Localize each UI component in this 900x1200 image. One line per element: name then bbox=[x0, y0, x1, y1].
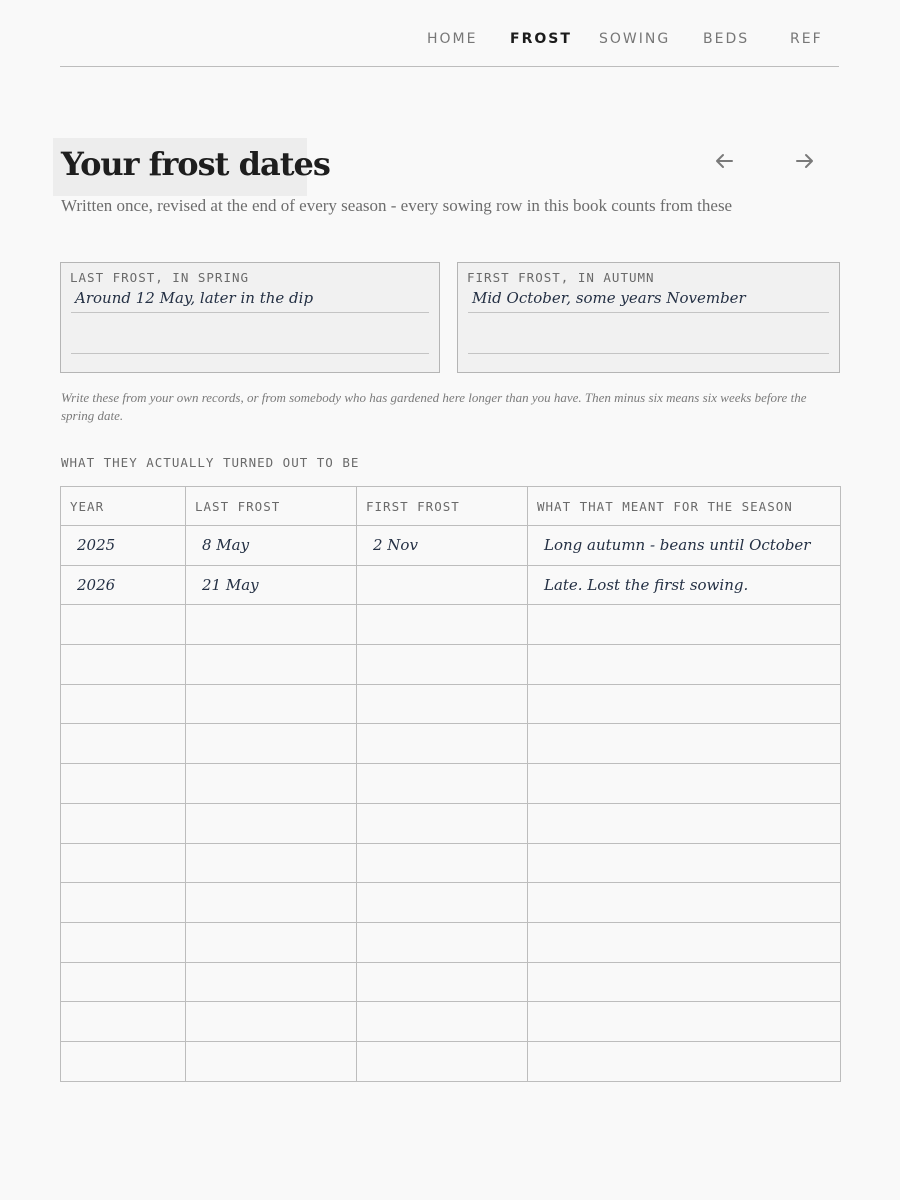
next-page-button[interactable] bbox=[790, 146, 820, 176]
table-row bbox=[61, 645, 841, 685]
column-header-year: YEAR bbox=[61, 487, 186, 526]
first-frost-card bbox=[457, 262, 840, 373]
year-cell[interactable] bbox=[61, 843, 186, 883]
first-frost-cell[interactable] bbox=[357, 922, 528, 962]
first-frost-cell[interactable] bbox=[357, 605, 528, 645]
season-notes-cell[interactable] bbox=[528, 1002, 841, 1042]
year-cell[interactable]: 2026 bbox=[61, 565, 186, 605]
guidance-note: Write these from your own records, or from somebody who has gardened here longer than you have. Then minus six means six weeks before the spring date. bbox=[61, 390, 807, 423]
writing-line bbox=[71, 353, 429, 354]
season-notes-cell[interactable] bbox=[528, 724, 841, 764]
year-cell[interactable] bbox=[61, 645, 186, 685]
last-frost-cell[interactable] bbox=[186, 803, 357, 843]
nav-home[interactable]: HOME bbox=[427, 31, 478, 47]
last-frost-cell[interactable] bbox=[186, 1002, 357, 1042]
season-notes-cell[interactable] bbox=[528, 645, 841, 685]
table-row bbox=[61, 605, 841, 645]
year-cell[interactable] bbox=[61, 724, 186, 764]
prev-page-button[interactable] bbox=[709, 146, 739, 176]
year-cell[interactable] bbox=[61, 883, 186, 923]
nav-ref[interactable]: REF bbox=[790, 31, 823, 47]
last-frost-cell[interactable] bbox=[186, 724, 357, 764]
year-cell[interactable] bbox=[61, 1002, 186, 1042]
season-notes-cell[interactable]: Late. Lost the first sowing. bbox=[528, 565, 841, 605]
season-notes-cell[interactable] bbox=[528, 1041, 841, 1081]
first-frost-cell[interactable] bbox=[357, 962, 528, 1002]
last-frost-label: LAST FROST, IN SPRING bbox=[70, 270, 250, 285]
table-row bbox=[61, 526, 841, 566]
nav-frost[interactable]: FROST bbox=[510, 31, 572, 47]
season-notes-cell[interactable]: Long autumn - beans until October bbox=[528, 526, 841, 566]
season-notes-cell[interactable] bbox=[528, 883, 841, 923]
last-frost-cell[interactable] bbox=[186, 843, 357, 883]
season-notes-cell[interactable] bbox=[528, 803, 841, 843]
last-frost-cell[interactable] bbox=[186, 684, 357, 724]
year-cell[interactable] bbox=[61, 922, 186, 962]
table-row bbox=[61, 724, 841, 764]
nav-beds[interactable]: BEDS bbox=[703, 31, 750, 47]
last-frost-cell[interactable] bbox=[186, 1041, 357, 1081]
year-cell[interactable]: 2025 bbox=[61, 526, 186, 566]
column-header-season-notes: WHAT THAT MEANT FOR THE SEASON bbox=[528, 487, 841, 526]
page-title: Your frost dates bbox=[61, 145, 330, 183]
year-cell[interactable] bbox=[61, 605, 186, 645]
season-notes-cell[interactable] bbox=[528, 605, 841, 645]
last-frost-cell[interactable] bbox=[186, 764, 357, 804]
year-cell[interactable] bbox=[61, 962, 186, 1002]
first-frost-cell[interactable] bbox=[357, 684, 528, 724]
season-notes-cell[interactable] bbox=[528, 922, 841, 962]
column-header-first-frost: FIRST FROST bbox=[357, 487, 528, 526]
first-frost-cell[interactable] bbox=[357, 843, 528, 883]
arrow-right-icon bbox=[794, 150, 816, 172]
year-cell[interactable] bbox=[61, 764, 186, 804]
table-row bbox=[61, 883, 841, 923]
first-frost-cell[interactable] bbox=[357, 645, 528, 685]
last-frost-cell[interactable] bbox=[186, 645, 357, 685]
writing-line bbox=[468, 353, 829, 354]
first-frost-cell[interactable] bbox=[357, 1041, 528, 1081]
table-row bbox=[61, 684, 841, 724]
first-frost-field[interactable]: Mid October, some years November bbox=[472, 289, 746, 307]
last-frost-cell[interactable] bbox=[186, 922, 357, 962]
table-row bbox=[61, 962, 841, 1002]
table-row bbox=[61, 1041, 841, 1081]
table-row bbox=[61, 565, 841, 605]
season-notes-cell[interactable] bbox=[528, 843, 841, 883]
season-notes-cell[interactable] bbox=[528, 764, 841, 804]
year-cell[interactable] bbox=[61, 684, 186, 724]
nav-sowing[interactable]: SOWING bbox=[599, 31, 671, 47]
table-row bbox=[61, 1002, 841, 1042]
first-frost-cell[interactable] bbox=[357, 724, 528, 764]
first-frost-label: FIRST FROST, IN AUTUMN bbox=[467, 270, 655, 285]
year-cell[interactable] bbox=[61, 1041, 186, 1081]
last-frost-cell[interactable]: 21 May bbox=[186, 565, 357, 605]
writing-line bbox=[71, 312, 429, 313]
season-notes-cell[interactable] bbox=[528, 684, 841, 724]
first-frost-cell[interactable]: 2 Nov bbox=[357, 526, 528, 566]
arrow-left-icon bbox=[713, 150, 735, 172]
table-row bbox=[61, 843, 841, 883]
last-frost-cell[interactable] bbox=[186, 605, 357, 645]
last-frost-card bbox=[60, 262, 440, 373]
history-section-label: WHAT THEY ACTUALLY TURNED OUT TO BE bbox=[61, 455, 360, 470]
first-frost-cell[interactable] bbox=[357, 764, 528, 804]
last-frost-field[interactable]: Around 12 May, later in the dip bbox=[75, 289, 314, 307]
first-frost-cell[interactable] bbox=[357, 1002, 528, 1042]
column-header-last-frost: LAST FROST bbox=[186, 487, 357, 526]
top-nav bbox=[60, 0, 839, 67]
last-frost-cell[interactable] bbox=[186, 883, 357, 923]
page-subtitle: Written once, revised at the end of every season - every sowing row in this book counts from these bbox=[61, 196, 733, 215]
season-notes-cell[interactable] bbox=[528, 962, 841, 1002]
writing-line bbox=[468, 312, 829, 313]
frost-history-table bbox=[60, 486, 841, 1082]
table-row bbox=[61, 922, 841, 962]
first-frost-cell[interactable] bbox=[357, 883, 528, 923]
table-header-row bbox=[61, 487, 841, 526]
year-cell[interactable] bbox=[61, 803, 186, 843]
first-frost-cell[interactable] bbox=[357, 565, 528, 605]
last-frost-cell[interactable]: 8 May bbox=[186, 526, 357, 566]
last-frost-cell[interactable] bbox=[186, 962, 357, 1002]
table-row bbox=[61, 764, 841, 804]
table-row bbox=[61, 803, 841, 843]
first-frost-cell[interactable] bbox=[357, 803, 528, 843]
